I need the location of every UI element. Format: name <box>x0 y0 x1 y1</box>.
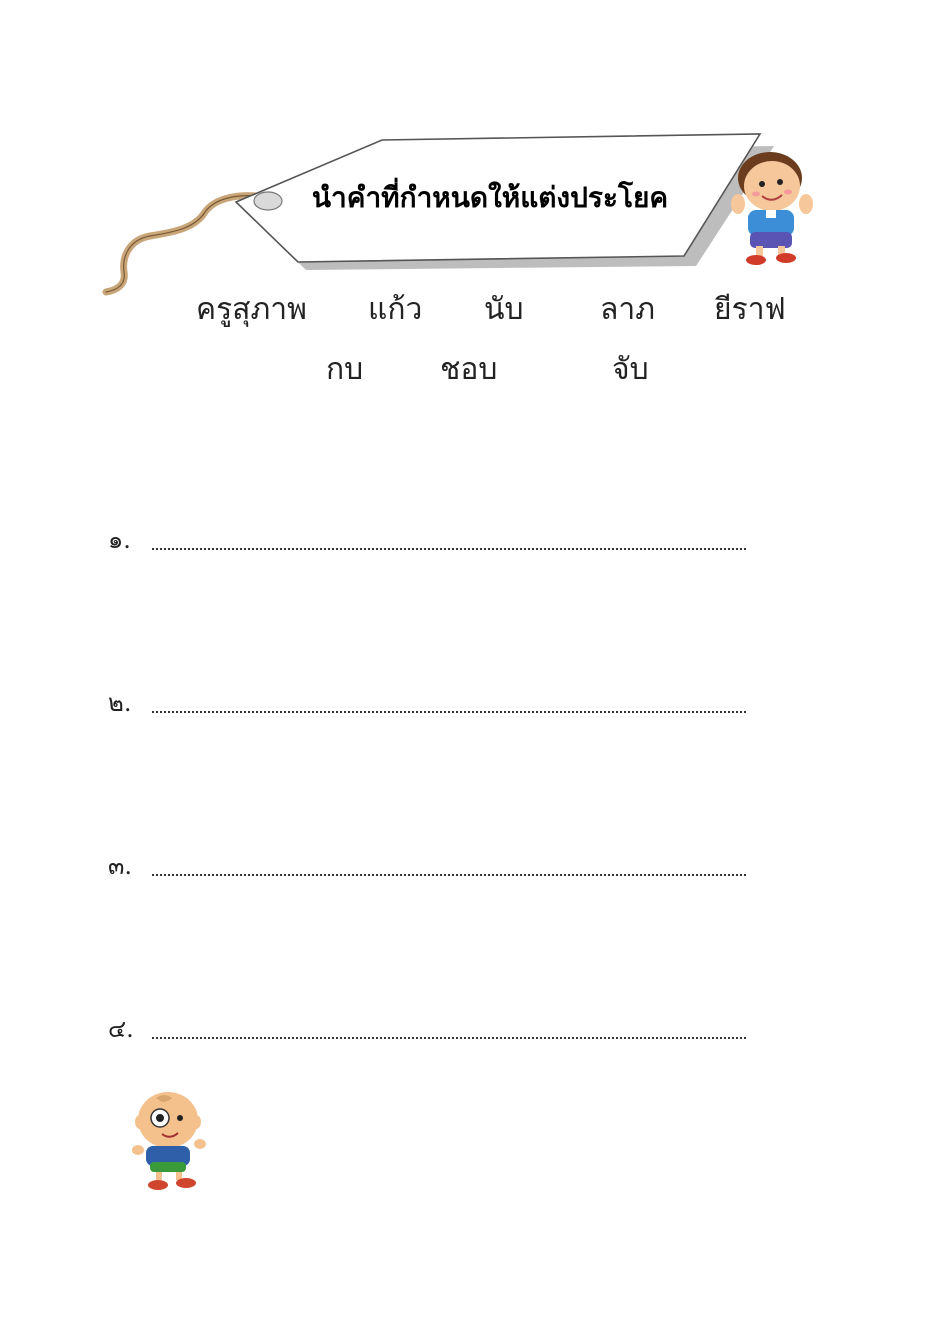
word-3: นับ <box>484 292 524 327</box>
answer-row-4[interactable] <box>108 1009 758 1049</box>
answer-number: ๒. <box>108 689 132 717</box>
instruction-title: นำคำที่กำหนดให้แต่งประโยค <box>311 181 669 214</box>
answer-row-2[interactable] <box>108 683 758 723</box>
answer-line[interactable] <box>152 711 746 713</box>
answer-line[interactable] <box>152 548 746 550</box>
answer-row-3[interactable] <box>108 846 758 886</box>
word-1: ครูสุภาพ <box>196 292 307 327</box>
word-4: ลาภ <box>600 292 656 327</box>
answer-line[interactable] <box>152 874 746 876</box>
baby-cartoon-icon <box>128 1088 218 1194</box>
word-8: จับ <box>612 352 649 387</box>
word-7: ชอบ <box>440 352 498 387</box>
answer-row-1[interactable] <box>108 520 758 560</box>
answer-line[interactable] <box>152 1037 746 1039</box>
answer-number: ๓. <box>108 852 133 880</box>
word-6: กบ <box>326 352 364 387</box>
boy-cartoon-icon <box>726 148 816 268</box>
word-2: แก้ว <box>368 292 423 327</box>
answer-number: ๑. <box>108 526 131 554</box>
answer-number: ๔. <box>108 1015 134 1043</box>
word-5: ยีราฟ <box>714 292 786 327</box>
